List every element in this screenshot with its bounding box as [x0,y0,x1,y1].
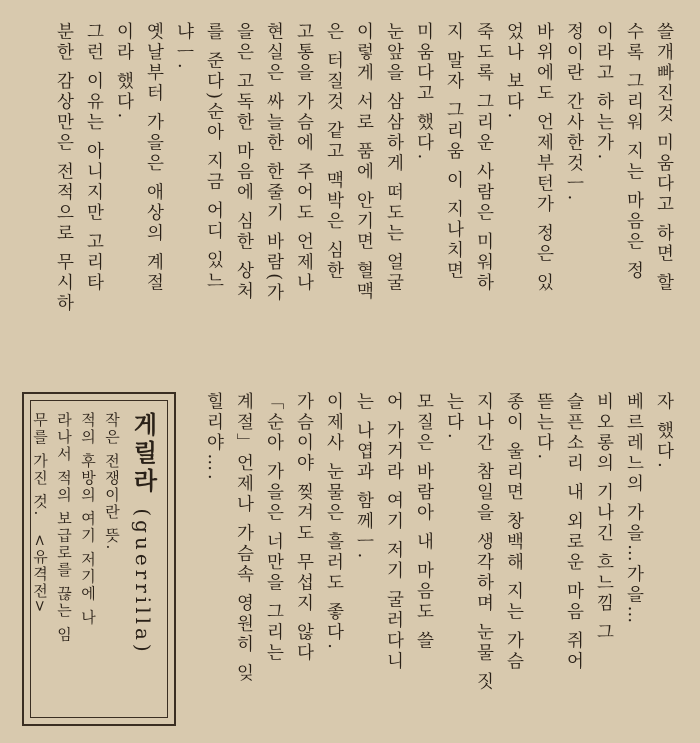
glossary-title: 게릴라 [129,412,158,496]
text-column: 정이란 간사한것ㅡ. [564,22,584,204]
text-column: 었나 보다. [504,22,524,122]
glossary-line: 적의 후방의 여기 저기에 나 [79,412,97,627]
glossary-title-latin: (guerrilla) [131,508,155,656]
text-column: 슬픈소리 내 외로운 마음 쥐어 [564,392,584,673]
text-column: 수록 그리워 지는 마음은 정 [624,22,644,282]
text-column: 현실은 싸늘한 한줄기 바람(가 [264,22,284,304]
glossary-tag: <유격전> [31,534,49,615]
text-column: 은 터질것 같고 맥박은 심한 [324,22,344,282]
glossary-title-column [128,412,158,707]
text-column: 종이 울리면 창백해 지는 가슴 [504,392,524,673]
glossary-line: 작은 전쟁이란 뜻. [103,412,121,552]
text-column: 「순아 가을은 너만을 그리는 [264,392,284,664]
text-column: 이렇게 서로 품에 안기면 혈맥 [354,22,374,303]
text-column: 힐리야…. [204,392,224,483]
text-column: 냐ㅡ. [174,22,194,72]
text-column: 자 했다. [654,392,674,471]
text-column: 고통을 가슴에 주어도 언제나 [294,22,314,294]
text-column: 지나간 참일을 생각하며 눈물 짓 [474,392,494,693]
text-column: 어 가거라 여기 저기 굴러다니 [384,392,404,673]
glossary-line: 라나서 적의 보급로를 끊는 임 [55,412,73,644]
text-column: 베르레느의 가을…가을… [624,392,644,627]
text-column: 는 나엽과 함께ㅡ. [354,392,374,562]
text-column: 바위에도 언제부턴가 정은 있 [534,22,554,294]
text-column: 는다. [444,392,464,442]
text-column: 계절」언제나 가슴속 영원히 잊 [234,392,254,685]
text-column: 모질은 바람아 내 마음도 쓸 [414,392,434,652]
text-column: 죽도록 그리운 사람은 미워하 [474,22,494,294]
text-column: 뜯는다. [534,392,554,463]
text-column: 를 준다)순아 지금 어디 있느 [204,22,224,292]
text-column: 미움다고 했다. [414,22,434,163]
text-column: 을은 고독한 마음에 심한 상처 [234,22,254,303]
text-column: 그런 이유는 아니지만 고리타 [84,22,104,294]
text-column: 이제사 눈물은 흘러도 좋다. [324,392,344,652]
glossary-line: 무를 가진 것. [31,412,49,518]
text-column: 눈앞을 삼삼하게 떠도는 얼굴 [384,22,404,294]
text-column: 이라 했다. [114,22,134,122]
text-column: 옛날부터 가을은 애상의 계절 [144,22,164,294]
text-column: 가슴이야 찢겨도 무섭지 않다 [294,392,314,664]
text-column: 쓸개빠진것 미움다고 하면 할 [654,22,674,294]
text-column: 비오롱의 기나긴 흐느낌 그 [594,392,614,644]
glossary-box [22,392,176,726]
text-column: 이라고 하는가. [594,22,614,163]
text-column: 분한 감상만은 전적으로 무시하 [54,22,74,315]
text-column: 지 말자 그리움 이 지나치면 [444,22,464,282]
glossary-line-last [29,412,50,707]
